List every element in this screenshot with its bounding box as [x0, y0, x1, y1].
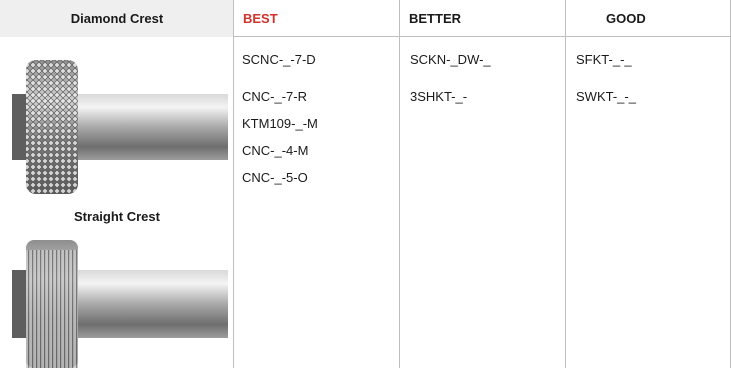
- column-divider: [233, 0, 234, 368]
- part-number: CNC-_-7-R: [242, 89, 307, 104]
- part-number: CNC-_-5-O: [242, 170, 308, 185]
- straight-crest-title: Straight Crest: [74, 209, 160, 224]
- header-good: GOOD: [606, 11, 646, 26]
- part-number: KTM109-_-M: [242, 116, 318, 131]
- table-header-row: [0, 0, 731, 37]
- header-better: BETTER: [409, 11, 461, 26]
- better-part-list: [410, 46, 491, 110]
- header-best: BEST: [243, 11, 278, 26]
- best-part-list: [242, 46, 318, 191]
- diamond-crest-knurl-image: [12, 56, 228, 198]
- part-number: SWKT-_-_: [576, 89, 636, 104]
- column-divider: [565, 0, 566, 368]
- part-number: SCKN-_DW-_: [410, 52, 491, 67]
- part-number: 3SHKT-_-: [410, 89, 468, 104]
- straight-crest-knurl-image: [12, 240, 228, 368]
- part-number: SCNC-_-7-D: [242, 52, 316, 67]
- part-number: SFKT-_-_: [576, 52, 632, 67]
- column-divider: [399, 0, 400, 368]
- good-part-list: [576, 46, 636, 110]
- part-number: CNC-_-4-M: [242, 143, 309, 158]
- header-diamond-crest: Diamond Crest: [0, 0, 234, 37]
